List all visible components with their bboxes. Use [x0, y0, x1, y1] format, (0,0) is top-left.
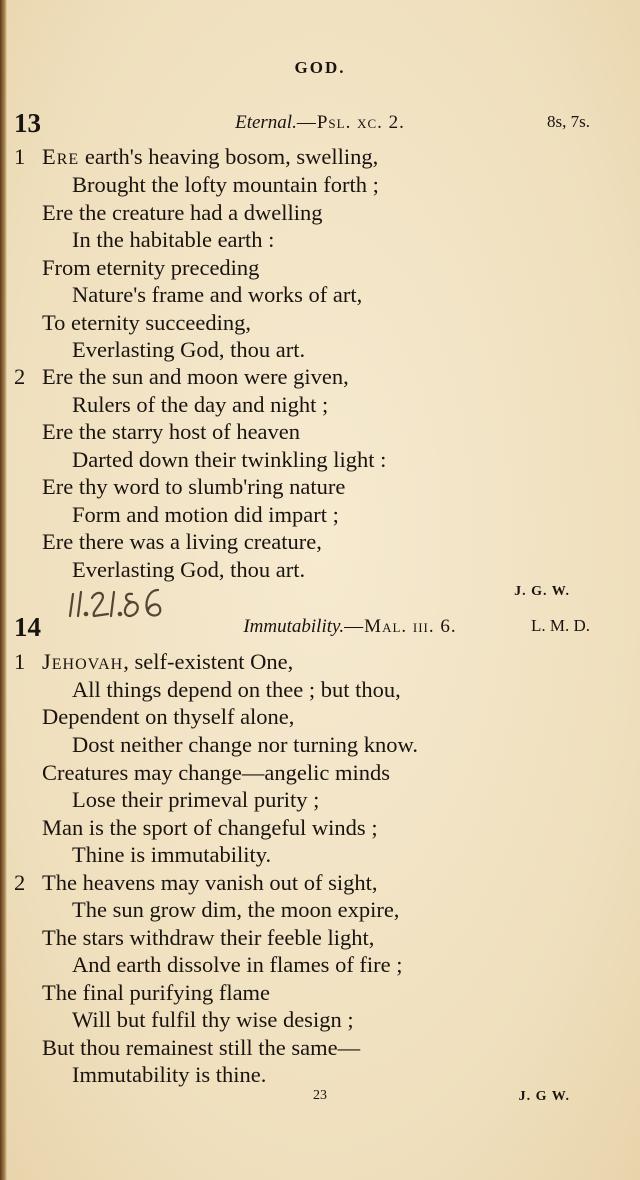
verse-line: [0, 677, 640, 705]
verse-line: [0, 1035, 640, 1063]
verse-line-text: Ere thy word to slumb'ring nature: [42, 474, 346, 499]
verse-line: [0, 144, 640, 172]
verse-line-text: The heavens may vanish out of sight,: [42, 870, 378, 895]
verse-line-text: Man is the sport of changeful winds ;: [42, 815, 378, 840]
verse-line: [0, 172, 640, 200]
verse-line: [0, 227, 640, 255]
verse-line: [0, 200, 640, 228]
verse-line-text: Everlasting God, thou art.: [72, 337, 306, 362]
hymn-header: [0, 108, 640, 136]
verse-line-text: Ere there was a living creature,: [42, 529, 322, 554]
verse-line-text: Ere the starry host of heaven: [42, 419, 301, 444]
verse-line: [0, 364, 640, 392]
verse-first-word: Jehovah: [42, 649, 124, 674]
hymn-title: [0, 112, 640, 134]
verse-line-text: Everlasting God, thou art.: [72, 557, 306, 582]
verse-line: [0, 1007, 640, 1035]
hymn-author: J. G. W.: [514, 584, 570, 599]
verse-line-text: The final purifying flame: [42, 980, 271, 1005]
hymn-number: 14: [14, 612, 41, 642]
page-number: 23: [313, 1088, 327, 1103]
verse-line: [0, 255, 640, 283]
verse-line: [0, 529, 640, 557]
verse-line: [0, 310, 640, 338]
verse-line-text: To eternity succeeding,: [42, 310, 251, 335]
verse-line: [0, 815, 640, 843]
verse-line: [0, 649, 640, 677]
verse-number: 2: [14, 364, 26, 389]
verse-line: [0, 474, 640, 502]
verse-line-text: Rulers of the day and night ;: [72, 392, 329, 417]
verse-number: 1: [14, 649, 26, 674]
hymn-title-text: Eternal.: [235, 112, 297, 133]
verse-first-word: Ere: [42, 144, 80, 169]
verse-line-text: The sun grow dim, the moon expire,: [72, 897, 400, 922]
verse-line-text: Immutability is thine.: [72, 1062, 267, 1087]
verse-line: [0, 1062, 640, 1090]
scripture-reference: —Mal. iii. 6.: [344, 616, 457, 637]
verse-line: [0, 419, 640, 447]
verse-line: [0, 842, 640, 870]
verse-line: [0, 980, 640, 1008]
verse-line-text: Thine is immutability.: [72, 842, 272, 867]
verse-line: [0, 870, 640, 898]
verse-line: [0, 732, 640, 760]
verse-line-text: earth's heaving bosom, swelling,: [79, 144, 379, 169]
verse-line-text: In the habitable earth :: [72, 227, 275, 252]
verse-line-text: Creatures may change—angelic minds: [42, 760, 391, 785]
verse-line-text: Will but fulfil thy wise design ;: [72, 1007, 354, 1032]
verse-line-text: The stars withdraw their feeble light,: [42, 925, 375, 950]
verse-line: [0, 282, 640, 310]
running-head: GOD.: [294, 58, 346, 77]
verse-line: [0, 925, 640, 953]
verse-line: [0, 704, 640, 732]
verse-line-text: , self-existent One,: [123, 649, 294, 674]
verse-line: [0, 952, 640, 980]
hymn-author: J. G W.: [518, 1089, 570, 1104]
verse-line-text: Form and motion did impart ;: [72, 502, 339, 527]
hymn-title-text: Immutability.: [243, 616, 345, 637]
verse-line-text: Lose their primeval purity ;: [72, 787, 320, 812]
verse-line-text: Nature's frame and works of art,: [72, 282, 363, 307]
verse-line-text: Ere the sun and moon were given,: [42, 364, 349, 389]
scripture-reference: —Psl. xc. 2.: [296, 112, 405, 133]
hymn-meter: 8s, 7s.: [547, 112, 590, 131]
verse-line-text: Darted down their twinkling light :: [72, 447, 387, 472]
hymn-meter: L. M. D.: [530, 616, 590, 635]
verse-line-text: Ere the creature had a dwelling: [42, 200, 323, 225]
verse-line: [0, 557, 640, 585]
verse-number: 2: [14, 870, 26, 895]
hymn-number: 13: [14, 108, 41, 138]
verse-line-text: From eternity preceding: [42, 255, 260, 280]
verse-line-text: Dost neither change nor turning know.: [72, 732, 418, 757]
verse-line-text: Brought the lofty mountain forth ;: [72, 172, 379, 197]
verse-line: [0, 337, 640, 365]
verse-line-text: Dependent on thyself alone,: [42, 704, 295, 729]
hymn-header: [0, 612, 640, 640]
verse-line-text: But thou remainest still the same—: [42, 1035, 361, 1060]
verse-line: [0, 502, 640, 530]
verse-line: [0, 392, 640, 420]
verse-line-text: All things depend on thee ; but thou,: [72, 677, 401, 702]
verse-line: [0, 760, 640, 788]
verse-line-text: And earth dissolve in flames of fire ;: [72, 952, 403, 977]
verse-number: 1: [14, 144, 26, 169]
verse-line: [0, 897, 640, 925]
verse-line: [0, 447, 640, 475]
verse-line: [0, 787, 640, 815]
